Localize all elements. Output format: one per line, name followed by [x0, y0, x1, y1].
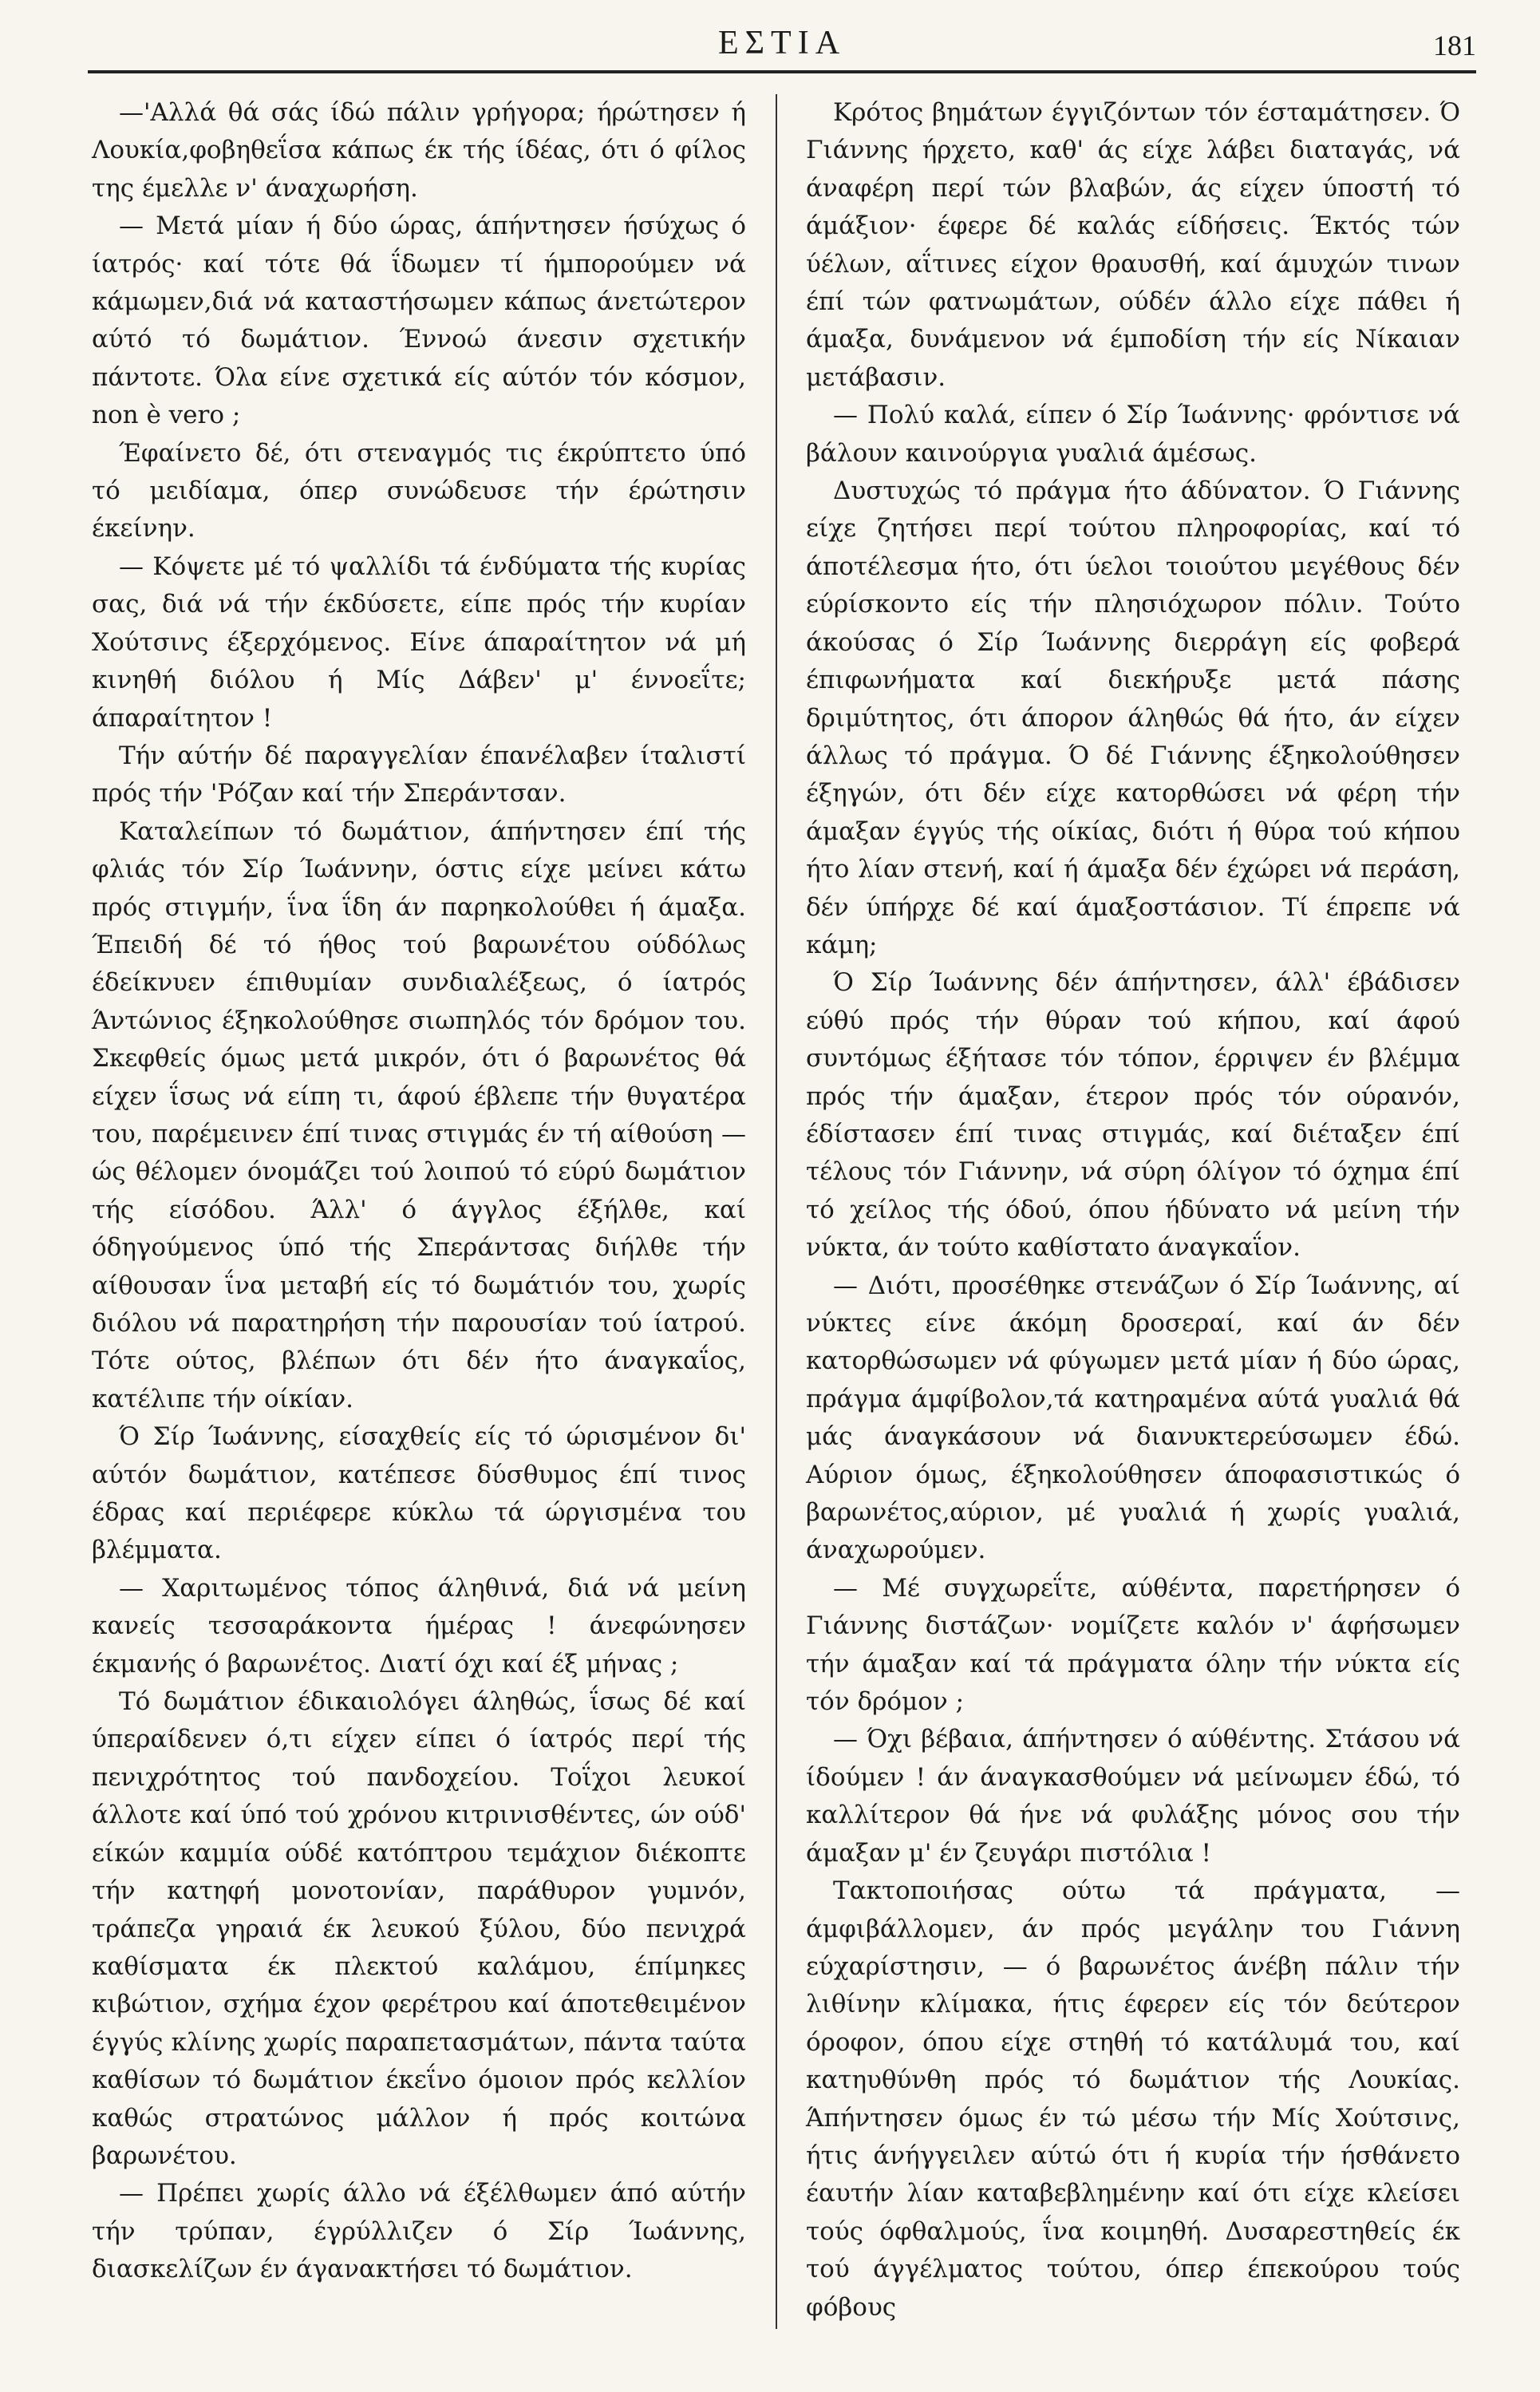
paragraph: Τήν αύτήν δέ παραγγελίαν έπανέλαβεν ίταλιστί πρός τήν 'Ρόζαν καί τήν Σπεράντσαν.: [92, 741, 746, 809]
paragraph: Ό Σίρ Ίωάννης δέν άπήντησεν, άλλ' έβάδισεν εύθύ πρός τήν θύραν τού κήπου, καί άφού συντόμως έξήτασε τόν τόπον, έρριψεν έν βλέμμα πρός τήν άμαξαν, έτερον πρός τόν ούρανόν, έδίστασεν έπί τινας στιγμάς, καί διέταξεν έπί τέλους τόν Γιάννην, νά σύρη όλίγον τό όχημα έπί τό χείλος τής όδού, όπου ήδύνατο νά μείνη τήν νύκτα, άν τούτο καθίστατο άναγκαΐον.: [806, 968, 1460, 1263]
left-column: [92, 94, 746, 2289]
right-column: [806, 94, 1460, 2327]
paragraph: — Μετά μίαν ή δύο ώρας, άπήντησεν ήσύχως ό ίατρός· καί τότε θά ΐδωμεν τί ήμπορούμεν νά κάμωμεν,διά νά καταστήσωμεν κάπως άνετώτερον αύτό τό δωμάτιον. Έννοώ άνεσιν σχετικήν πάντοτε. Όλα είνε σχετικά είς αύτόν τόν κόσμον, non è vero ;: [92, 212, 746, 430]
paragraph: — Διότι, προσέθηκε στενάζων ό Σίρ Ίωάννης, αί νύκτες είνε άκόμη δροσεραί, καί άν δέν κατορθώσωμεν νά φύγωμεν μετά μίαν ή δύο ώρας, πράγμα άμφίβολον,τά κατηραμένα αύτά γυαλιά θά μάς άναγκάσουν νά διανυκτερεύσωμεν έδώ. Αύριον όμως, έξηκολούθησεν άποφασιστικώς ό βαρωνέτος,αύριον, μέ γυαλιά ή χωρίς γυαλιά, άναχωρούμεν.: [806, 1271, 1460, 1565]
paragraph: — Όχι βέβαια, άπήντησεν ό αύθέντης. Στάσου νά ίδούμεν ! άν άναγκασθούμεν νά μείνωμεν έδώ, τό καλλίτερον θά ήνε νά φυλάξης μόνος σου τήν άμαξαν μ' έν ζευγάρι πιστόλια !: [806, 1725, 1460, 1868]
paragraph: — Κόψετε μέ τό ψαλλίδι τά ένδύματα τής κυρίας σας, διά νά τήν έκδύσετε, είπε πρός τήν κυρίαν Χούτσινς έξερχόμενος. Είνε άπαραίτητον νά μή κινηθή διόλου ή Μίς Δάβεν' μ' έννοεΐτε; άπαραίτητον !: [92, 552, 746, 733]
paragraph: — Μέ συγχωρεΐτε, αύθέντα, παρετήρησεν ό Γιάννης διστάζων· νομίζετε καλόν ν' άφήσωμεν τήν άμαξαν καί τά πράγματα όλην τήν νύκτα είς τόν δρόμον ;: [806, 1573, 1460, 1717]
page-number: 181: [1433, 30, 1476, 61]
journal-title: ΕΣΤΙΑ: [717, 25, 847, 61]
page-header: [88, 24, 1476, 72]
paragraph: — Πρέπει χωρίς άλλο νά έξέλθωμεν άπό αύτήν τήν τρύπαν, έγρύλλιζεν ό Σίρ Ίωάννης, διασκελίζων έν άγανακτήσει τό δωμάτιον.: [92, 2179, 746, 2284]
header-rule: [88, 70, 1476, 73]
paragraph: Έφαίνετο δέ, ότι στεναγμός τις έκρύπτετο ύπό τό μειδίαμα, όπερ συνώδευσε τήν έρώτησιν έκείνην.: [92, 438, 746, 544]
paragraph: Δυστυχώς τό πράγμα ήτο άδύνατον. Ό Γιάννης είχε ζητήσει περί τούτου πληροφορίας, καί τό άποτέλεσμα ήτο, ότι ύελοι τοιούτου μεγέθους δέν εύρίσκοντο είς τήν πλησιόχωρον πόλιν. Τούτο άκούσας ό Σίρ Ίωάννης διερράγη είς φοβερά έπιφωνήματα καί διεκήρυξε μετά πάσης δριμύτητος, ότι άπορον άληθώς θά ήτο, άν είχεν άλλως τό πράγμα. Ό δέ Γιάννης έξηκολούθησεν έξηγών, ότι δέν είχε κατορθώσει νά φέρη τήν άμαξαν έγγύς τής οίκίας, διότι ή θύρα τού κήπου ήτο λίαν στενή, καί ή άμαξα δέν έχώρει νά περάση, δέν ύπήρχε δέ καί άμαξοστάσιον. Τί έπρεπε νά κάμη;: [806, 476, 1460, 959]
paragraph: — Χαριτωμένος τόπος άληθινά, διά νά μείνη κανείς τεσσαράκοντα ήμέρας ! άνεφώνησεν έκμανής ό βαρωνέτος. Διατί όχι καί έξ μήνας ;: [92, 1573, 746, 1678]
paragraph: Ό Σίρ Ίωάννης, είσαχθείς είς τό ώρισμένον δι' αύτόν δωμάτιον, κατέπεσε δύσθυμος έπί τινος έδρας καί περιέφερε κύκλω τά ώργισμένα του βλέμματα.: [92, 1422, 746, 1565]
paragraph: — Πολύ καλά, είπεν ό Σίρ Ίωάννης· φρόντισε νά βάλουν καινούργια γυαλιά άμέσως.: [806, 401, 1460, 468]
column-divider: [776, 94, 777, 2329]
paragraph: Κρότος βημάτων έγγιζόντων τόν έσταμάτησεν. Ό Γιάννης ήρχετο, καθ' άς είχε λάβει διαταγάς, νά άναφέρη περί τών βλαβών, άς είχεν ύποστή τό άμάξιον· έφερε δέ καλάς είδήσεις. Έκτός τών ύέλων, αΐτινες είχον θραυσθή, καί άμυχών τινων έπί τών φατνωμάτων, ούδέν άλλο είχε πάθει ή άμαξα, δυνάμενον νά έμποδίση τήν είς Νίκαιαν μετάβασιν.: [806, 98, 1460, 392]
paragraph: Τακτοποιήσας ούτω τά πράγματα, — άμφιβάλλομεν, άν πρός μεγάλην του Γιάννη εύχαρίστησιν, — ό βαρωνέτος άνέβη πάλιν τήν λιθίνην κλίμακα, ήτις έφερεν είς τόν δεύτερον όροφον, όπου είχε στηθή τό κατάλυμά του, καί κατηυθύνθη πρός τό δωμάτιον τής Λουκίας. Άπήντησεν όμως έν τώ μέσω τήν Μίς Χούτσινς, ήτις άνήγγειλεν αύτώ ότι ή κυρία τήν ήσθάνετο έαυτήν λίαν καταβεβλημένην καί ότι είχε κλείσει τούς όφθαλμούς, ΐνα κοιμηθή. Δυσαρεστηθείς έκ τού άγγέλματος τούτου, όπερ έπεκούρου τούς φόβους: [806, 1876, 1460, 2322]
paragraph: Καταλείπων τό δωμάτιον, άπήντησεν έπί τής φλιάς τόν Σίρ Ίωάννην, όστις είχε μείνει κάτω πρός στιγμήν, ΐνα ΐδη άν παρηκολούθει ή άμαξα. Έπειδή δέ τό ήθος τού βαρωνέτου ούδόλως έδείκνυεν έπιθυμίαν συνδιαλέξεως, ό ίατρός Άντώνιος έξηκολούθησε σιωπηλός τόν δρόμον του. Σκεφθείς όμως μετά μικρόν, ότι ό βαρωνέτος θά είχεν ΐσως νά είπη τι, άφού έβλεπε τήν θυγατέρα του, παρέμεινεν έπί τινας στιγμάς έν τή αίθούση — ώς θέλομεν όνομάζει τού λοιπού τό εύρύ δωμάτιον τής είσόδου. Άλλ' ό άγγλος έξήλθε, καί όδηγούμενος ύπό τής Σπεράντσας διήλθε τήν αίθουσαν ΐνα μεταβή είς τό δωμάτιόν του, χωρίς διόλου νά παρατηρήση τήν παρουσίαν τού ίατρού. Τότε ούτος, βλέπων ότι δέν ήτο άναγκαΐος, κατέλιπε τήν οίκίαν.: [92, 816, 746, 1413]
paragraph: Τό δωμάτιον έδικαιολόγει άληθώς, ΐσως δέ καί ύπεραίδενεν ό,τι είχεν είπει ό ίατρός περί τής πενιχρότητος τού πανδοχείου. Τοΐχοι λευκοί άλλοτε καί ύπό τού χρόνου κιτρινισθέντες, ών ούδ' είκών καμμία ούδέ κατόπτρου τεμάχιον διέκοπτε τήν κατηφή μονοτονίαν, παράθυρον γυμνόν, τράπεζα γηραιά έκ λευκού ξύλου, δύο πενιχρά καθίσματα έκ πλεκτού καλάμου, έπίμηκες κιβώτιον, σχήμα έχον φερέτρου καί άποτεθειμένον έγγύς κλίνης χωρίς παραπετασμάτων, πάντα ταύτα καθίσων τό δωμάτιον έκεΐνο όμοιον πρός κελλίον καθώς στρατώνος μάλλον ή πρός κοιτώνα βαρωνέτου.: [92, 1687, 746, 2170]
paragraph: —'Αλλά θά σάς ίδώ πάλιν γρήγορα; ήρώτησεν ή Λουκία,φοβηθεΐσα κάπως έκ τής ίδέας, ότι ό φίλος της έμελλε ν' άναχωρήση.: [92, 98, 746, 203]
